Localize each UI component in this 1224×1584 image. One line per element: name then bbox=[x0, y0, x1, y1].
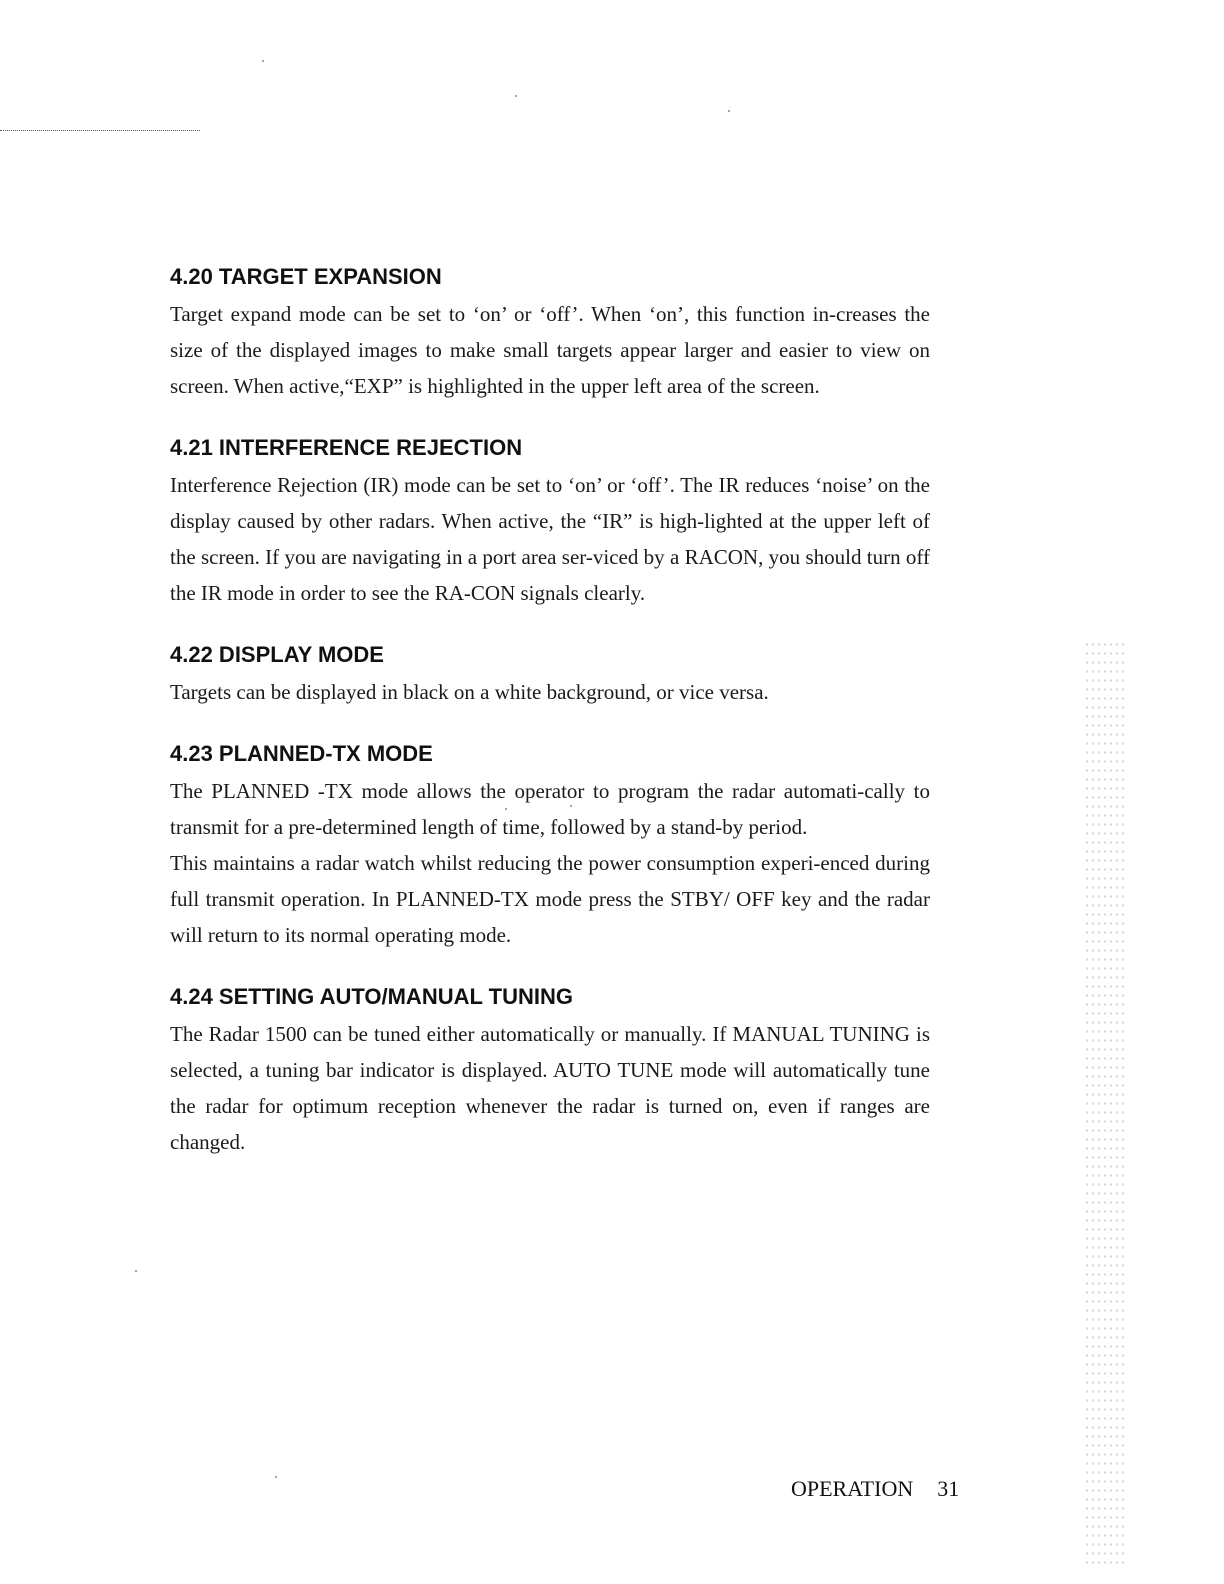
scan-speck bbox=[135, 1270, 137, 1272]
page-footer bbox=[791, 1474, 959, 1504]
scan-edge-noise bbox=[1084, 640, 1124, 1570]
section-heading: 4.22 DISPLAY MODE bbox=[170, 642, 384, 667]
section-paragraph: The Radar 1500 can be tuned either automatically or manually. If MANUAL TUNING is selected, a tuning bar indicator is displayed. AUTO TUNE mode will automatically tune the radar for optimum reception whenever the radar is turned on, even if ranges are changed. bbox=[170, 1022, 930, 1154]
section-heading: 4.20 TARGET EXPANSION bbox=[170, 264, 442, 289]
section-paragraph: Target expand mode can be set to ‘on’ or ‘off’. When ‘on’, this function in-creases the size of the displayed images to make small targets appear larger and easier to view on screen. When active,“EXP” is highlighted in the upper left area of the screen. bbox=[170, 302, 930, 398]
section-heading: 4.21 INTERFERENCE REJECTION bbox=[170, 435, 523, 460]
section-heading: 4.24 SETTING AUTO/MANUAL TUNING bbox=[170, 984, 573, 1009]
page-number: 31 bbox=[937, 1476, 960, 1501]
document-body bbox=[170, 262, 930, 1189]
scan-speck bbox=[728, 110, 730, 112]
section-heading: 4.23 PLANNED-TX MODE bbox=[170, 741, 433, 766]
section-interference-rejection bbox=[170, 433, 930, 611]
footer-section-label: OPERATION bbox=[791, 1476, 914, 1501]
scan-speck bbox=[262, 60, 264, 62]
section-auto-manual-tuning bbox=[170, 982, 930, 1160]
scan-speck bbox=[515, 95, 517, 97]
scan-artifact-line bbox=[0, 130, 200, 131]
section-paragraph: Interference Rejection (IR) mode can be set to ‘on’ or ‘off’. The IR reduces ‘noise’ on the display caused by other radars. When active, the “IR” is high-lighted at the upper left of the screen. If you are navigating in a port area ser-viced by a RACON, you should turn off the IR mode in order to see the RA-CON signals clearly. bbox=[170, 473, 930, 605]
section-planned-tx-mode bbox=[170, 739, 930, 953]
section-paragraph: This maintains a radar watch whilst reducing the power consumption experi-enced during full transmit operation. In PLANNED-TX mode press the STBY/ OFF key and the radar will return to its normal operating mode. bbox=[170, 851, 930, 947]
section-display-mode bbox=[170, 640, 930, 710]
section-paragraph: The PLANNED -TX mode allows the operator to program the radar automati-cally to transmit for a pre-determined length of time, followed by a stand-by period. bbox=[170, 779, 930, 839]
section-paragraph: Targets can be displayed in black on a white background, or vice versa. bbox=[170, 680, 769, 704]
section-target-expansion bbox=[170, 262, 930, 404]
scan-speck bbox=[275, 1476, 277, 1478]
